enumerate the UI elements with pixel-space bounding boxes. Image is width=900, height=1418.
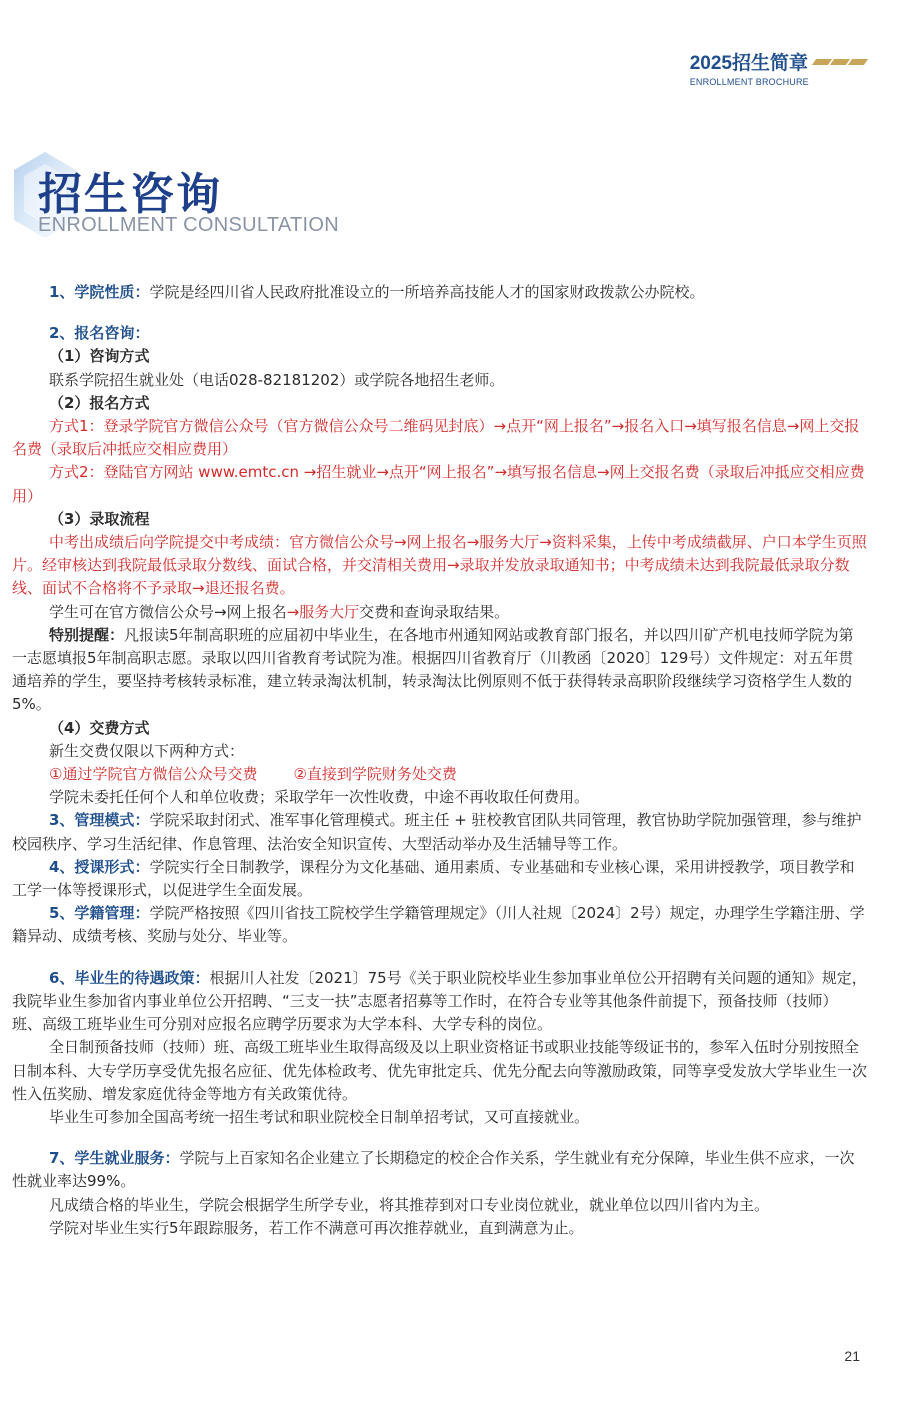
section-nature bbox=[12, 281, 867, 304]
section-heading: 1、学院性质： bbox=[49, 283, 150, 301]
brand-title-row bbox=[690, 48, 866, 75]
apply-method-2: 方式2：登陆官方网站 www.emtc.cn →招生就业→点开“网上报名”→填写报名信息→网上交报名费（录取后冲抵应交相应费用） bbox=[12, 463, 865, 505]
subheading-apply: （2）报名方式 bbox=[49, 393, 150, 412]
section-heading: 2、报名咨询： bbox=[49, 324, 150, 343]
payment-note: 学院未委托任何个人和单位收费；采取学年一次性收费，中途不再收取任何费用。 bbox=[49, 788, 590, 807]
gold-stripes-decoration bbox=[814, 59, 866, 65]
employment-para-1 bbox=[12, 1147, 867, 1193]
section-heading: 7、学生就业服务： bbox=[49, 1149, 180, 1168]
reminder-text: 凡报读5年制高职班的应届初中毕业生，在各地市州通知网站或教育部门报名，并以四川矿产机电技师学院为第一志愿填报5年制高职志愿。录取以四川省教育考试院为准。根据四川省教育厅（川教函〔2020〕129号）文件规定：对五年贯通培养的学生，要坚持考核转录标准，建立转录淘汰机制，转录淘汰比例原则不低于获得转录高职阶段继续学习资格学生人数的5%。 bbox=[12, 625, 854, 714]
section-heading: 5、学籍管理： bbox=[49, 904, 150, 923]
special-reminder bbox=[12, 624, 867, 717]
query-text-service-hall: →服务大厅 bbox=[286, 602, 360, 621]
employment-para-2: 凡成绩合格的毕业生，学院会根据学生所学专业，将其推荐到对口专业岗位就业，就业单位以四川省内为主。 bbox=[49, 1195, 770, 1214]
consultation-content bbox=[12, 281, 867, 1240]
policy-para-2: 全日制预备技师（技师）班、高级工班毕业生取得高级及以上职业资格证书或职业技能等级证书的，参军入伍时分别按照全日制本科、大专学历享受优先报名应征、优先体检政考、优先审批定兵、优先分配去向等激励政策，同等享受发放大学毕业生一次性入伍奖励、增发家庭优待金等地方有关政策优待。 bbox=[12, 1038, 868, 1103]
brand-title: 2025招生简章 bbox=[689, 53, 808, 74]
section-text: 学院采取封闭式、准军事化管理模式。班主任 + 驻校教官团队共同管理，教官协助学院加强管理，参与维护校园秩序、学习生活纪律、作息管理、法治安全知识宣传、大型活动举办及生活辅导等工作。 bbox=[12, 811, 862, 853]
section-text: 根据川人社发〔2021〕75号《关于职业院校毕业生参加事业单位公开招聘有关问题的通知》规定，我院毕业生参加省内事业单位公开招聘、“三支一扶”志愿者招募等工作时，在符合专业等其他条件前提下，预备技师（技师）班、高级工班毕业生可分别对应报名应聘学历要求为大学本科、大学专科的岗位。 bbox=[12, 968, 867, 1034]
payment-option-wechat: ①通过学院官方微信公众号交费 bbox=[49, 765, 258, 784]
admission-process: 中考出成绩后向学院提交中考成绩：官方微信公众号→网上报名→服务大厅→资料采集，上传中考成绩截屏、户口本学生页照片。经审核达到我院最低录取分数线、面试合格，并交清相关费用→录取并发放录取通知书；中考成绩未达到我院最低录取分数线、面试不合格将不予录取→退还报名费。 bbox=[12, 533, 867, 598]
query-text-c: 交费和查询录取结果。 bbox=[359, 602, 510, 621]
inquiry-text: 联系学院招生就业处（电话028-82181202）或学院各地招生老师。 bbox=[49, 370, 505, 389]
section-text: 学院实行全日制教学，课程分为文化基础、通用素质、专业基础和专业核心课，采用讲授教学，项目教学和工学一体等授课形式，以促进学生全面发展。 bbox=[12, 857, 855, 900]
page-number: 21 bbox=[844, 1348, 860, 1364]
subheading-inquiry: （1）咨询方式 bbox=[49, 347, 150, 366]
section-heading: 6、毕业生的待遇政策： bbox=[49, 968, 210, 987]
section-registration bbox=[12, 322, 867, 809]
query-text-a: 学生可在官方微信公众号→网上报名 bbox=[49, 602, 287, 621]
reminder-label: 特别提醒： bbox=[49, 625, 125, 644]
section-status bbox=[12, 902, 867, 948]
employment-para-3: 学院对毕业生实行5年跟踪服务，若工作不满意可再次推荐就业，直到满意为止。 bbox=[49, 1218, 584, 1237]
payment-options bbox=[12, 763, 867, 786]
brand-subtitle: ENROLLMENT BROCHURE bbox=[689, 77, 809, 87]
apply-method-1: 方式1：登录学院官方微信公众号（官方微信公众号二维码见封底）→点开“网上报名”→报名入口→填写报名信息→网上交报名费（录取后冲抵应交相应费用） bbox=[12, 417, 860, 459]
page-subtitle: ENROLLMENT CONSULTATION bbox=[38, 214, 340, 236]
section-employment bbox=[12, 1147, 867, 1240]
section-heading: 4、授课形式： bbox=[49, 857, 150, 876]
section-text: 学院与上百家知名企业建立了长期稳定的校企合作关系，学生就业有充分保障，毕业生供不应求，一次性就业率达99%。 bbox=[12, 1149, 855, 1191]
section-teaching bbox=[12, 856, 867, 902]
policy-para-3: 毕业生可参加全国高考统一招生考试和职业院校全日制单招考试，又可直接就业。 bbox=[49, 1107, 590, 1126]
subheading-payment: （4）交费方式 bbox=[49, 718, 150, 737]
payment-intro: 新生交费仅限以下两种方式： bbox=[49, 741, 245, 760]
payment-option-finance: ②直接到学院财务处交费 bbox=[293, 765, 457, 784]
subheading-admission: （3）录取流程 bbox=[49, 509, 150, 528]
section-text: 学院严格按照《四川省技工院校学生学籍管理规定》（川人社规〔2024〕2号）规定，办理学生学籍注册、学籍异动、成绩考核、奖励与处分、毕业等。 bbox=[12, 904, 865, 946]
brochure-brand bbox=[690, 48, 866, 87]
page-title: 招生咨询 bbox=[38, 169, 222, 220]
policy-para-1 bbox=[12, 967, 867, 1037]
section-graduate-policy bbox=[12, 967, 867, 1129]
section-management bbox=[12, 809, 867, 855]
section-text: 学院是经四川省人民政府批准设立的一所培养高技能人才的国家财政拨款公办院校。 bbox=[149, 283, 705, 301]
admission-query bbox=[12, 601, 867, 624]
section-heading: 3、管理模式： bbox=[49, 811, 150, 830]
